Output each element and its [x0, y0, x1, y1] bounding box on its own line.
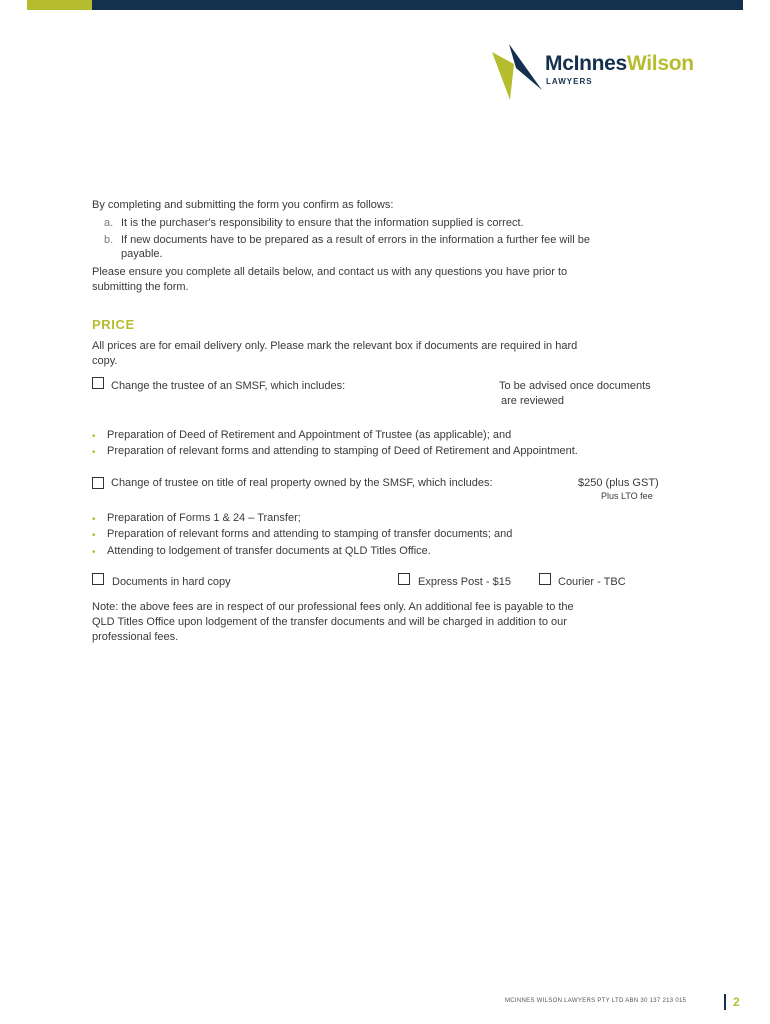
price-heading: PRICE	[92, 317, 135, 332]
price-description-cont: copy.	[92, 355, 118, 367]
logo-subtitle: LAWYERS	[546, 77, 593, 86]
wing-logo-icon	[490, 38, 546, 102]
bullet-icon: •	[92, 547, 96, 558]
list-item: Preparation of relevant forms and attending to stamping of transfer documents; and	[107, 528, 513, 540]
confirm-item-b: If new documents have to be prepared as a result of errors in the information a further fee will be	[121, 234, 590, 246]
change-trustee-title-label: Change of trustee on title of real property owned by the SMSF, which includes:	[111, 477, 493, 489]
option2-price-note: Plus LTO fee	[601, 491, 653, 501]
intro-text: By completing and submitting the form you confirm as follows:	[92, 199, 394, 211]
list-item: Attending to lodgement of transfer documents at QLD Titles Office.	[107, 545, 431, 557]
express-post-checkbox[interactable]	[398, 573, 410, 585]
bullet-icon: •	[92, 530, 96, 541]
option2-price: $250 (plus GST)	[578, 477, 659, 489]
price-description: All prices are for email delivery only. Please mark the relevant box if documents are required in hard	[92, 340, 578, 352]
footer-company-info: MCINNES WILSON LAWYERS PTY LTD ABN 30 137 213 015	[505, 998, 687, 1004]
fees-note: Note: the above fees are in respect of our professional fees only. An additional fee is payable to the	[92, 601, 574, 613]
change-trustee-smsf-label: Change the trustee of an SMSF, which includes:	[111, 380, 346, 392]
list-item: Preparation of Forms 1 & 24 – Transfer;	[107, 512, 301, 524]
intro-note-cont: submitting the form.	[92, 281, 189, 293]
list-marker-b: b.	[104, 234, 114, 246]
courier-label: Courier - TBC	[558, 576, 626, 588]
footer-divider	[724, 994, 726, 1010]
confirm-item-b-cont: payable.	[121, 248, 163, 260]
courier-checkbox[interactable]	[539, 573, 551, 585]
option1-price: To be advised once documents	[499, 380, 651, 392]
logo-wordmark: McInnesWilson	[545, 52, 694, 75]
change-trustee-smsf-checkbox[interactable]	[92, 377, 104, 389]
bullet-icon: •	[92, 514, 96, 525]
change-trustee-title-checkbox[interactable]	[92, 477, 104, 489]
bullet-icon: •	[92, 447, 96, 458]
express-post-label: Express Post - $15	[418, 576, 511, 588]
list-item: Preparation of relevant forms and attending to stamping of Deed of Retirement and Appointment.	[107, 445, 578, 457]
hard-copy-label: Documents in hard copy	[112, 576, 231, 588]
list-marker-a: a.	[104, 217, 114, 229]
option1-price-cont: are reviewed	[501, 395, 564, 407]
header-accent-bar-navy	[92, 0, 743, 10]
fees-note-line-3: professional fees.	[92, 631, 179, 643]
header-accent-bar-green	[27, 0, 92, 10]
list-item: Preparation of Deed of Retirement and Appointment of Trustee (as applicable); and	[107, 429, 512, 441]
company-logo	[490, 38, 720, 102]
intro-note: Please ensure you complete all details below, and contact us with any questions you have prior to	[92, 266, 568, 278]
confirm-item-a: It is the purchaser's responsibility to ensure that the information supplied is correct.	[121, 217, 524, 229]
hard-copy-checkbox[interactable]	[92, 573, 104, 585]
page-number: 2	[733, 995, 740, 1009]
bullet-icon: •	[92, 431, 96, 442]
fees-note-line-2: QLD Titles Office upon lodgement of the transfer documents and will be charged in addition to our	[92, 616, 567, 628]
